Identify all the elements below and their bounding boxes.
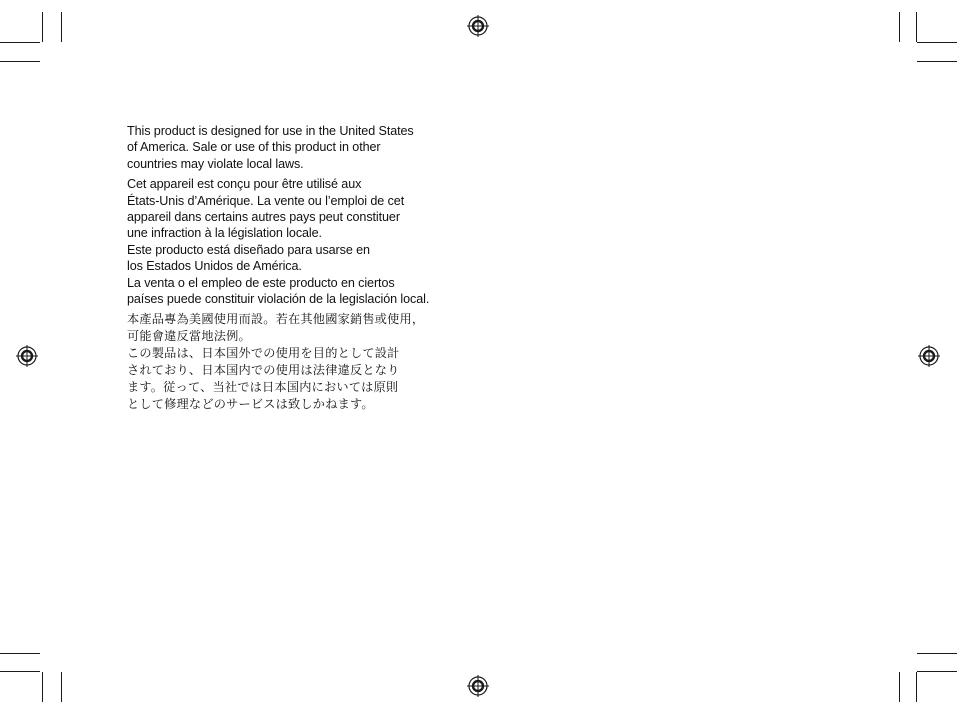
crop-mark-top-left-horizontal-2 (0, 61, 40, 62)
crop-mark-top-left-vertical-1 (42, 12, 43, 42)
crop-mark-top-right-horizontal-1 (917, 42, 957, 43)
notice-english-line: of America. Sale or use of this product in other (127, 140, 381, 155)
notice-french (127, 176, 467, 242)
notice-japanese-line: ます。従って、当社では日本国内においては原則 (127, 380, 399, 395)
notice-chinese-line: 本產品專為美國使用而設。若在其他國家銷售或使用， (127, 312, 425, 327)
crop-mark-top-left-vertical-2 (61, 12, 62, 42)
notice-english (127, 123, 467, 172)
notice-spanish-line: los Estados Unidos de América. (127, 259, 302, 274)
registration-mark-right (918, 345, 940, 367)
crop-mark-bottom-left-vertical-2 (61, 672, 62, 702)
notice-spanish-line: La venta o el empleo de este producto en ciertos (127, 275, 395, 290)
crop-mark-top-right-vertical-2 (916, 12, 917, 42)
notice-japanese-line: として修理などのサービスは致しかねます。 (127, 397, 374, 412)
crop-mark-bottom-right-vertical-2 (916, 672, 917, 702)
notice-japanese-line: この製品は、日本国外での使用を目的として設計 (127, 346, 400, 361)
notice-spanish-line: países puede constituir violación de la legislación local. (127, 292, 430, 307)
crop-mark-bottom-left-horizontal-2 (0, 671, 40, 672)
crop-mark-top-right-vertical-1 (899, 12, 900, 42)
notice-french-line: Cet appareil est conçu pour être utilisé aux (127, 177, 362, 192)
crop-mark-bottom-left-vertical-1 (42, 672, 43, 702)
crop-mark-top-left-horizontal-1 (0, 42, 40, 43)
registration-mark-top (467, 15, 489, 37)
notice-french-line: États-Unis d’Amérique. La vente ou l’emploi de cet (127, 193, 405, 208)
registration-mark-bottom (467, 675, 489, 697)
crop-mark-bottom-left-horizontal-1 (0, 653, 40, 654)
notice-spanish (127, 242, 467, 308)
notice-japanese (127, 345, 467, 413)
crop-mark-bottom-right-horizontal-1 (917, 653, 957, 654)
notice-english-line: countries may violate local laws. (127, 156, 304, 171)
legal-notice (127, 123, 467, 413)
notice-english-line: This product is designed for use in the United States (127, 124, 414, 138)
registration-mark-left (16, 345, 38, 367)
notice-chinese (127, 311, 467, 345)
notice-spanish-line: Este producto está diseñado para usarse en (127, 242, 370, 257)
crop-mark-bottom-right-vertical-1 (899, 672, 900, 702)
notice-french-line: appareil dans certains autres pays peut constituer (127, 210, 400, 225)
notice-french-line: une infraction à la législation locale. (127, 226, 322, 241)
crop-mark-bottom-right-horizontal-2 (917, 671, 957, 672)
crop-mark-top-right-horizontal-2 (917, 61, 957, 62)
notice-chinese-line: 可能會違反當地法例。 (127, 329, 251, 344)
notice-japanese-line: されており、日本国内での使用は法律違反となり (127, 363, 400, 378)
